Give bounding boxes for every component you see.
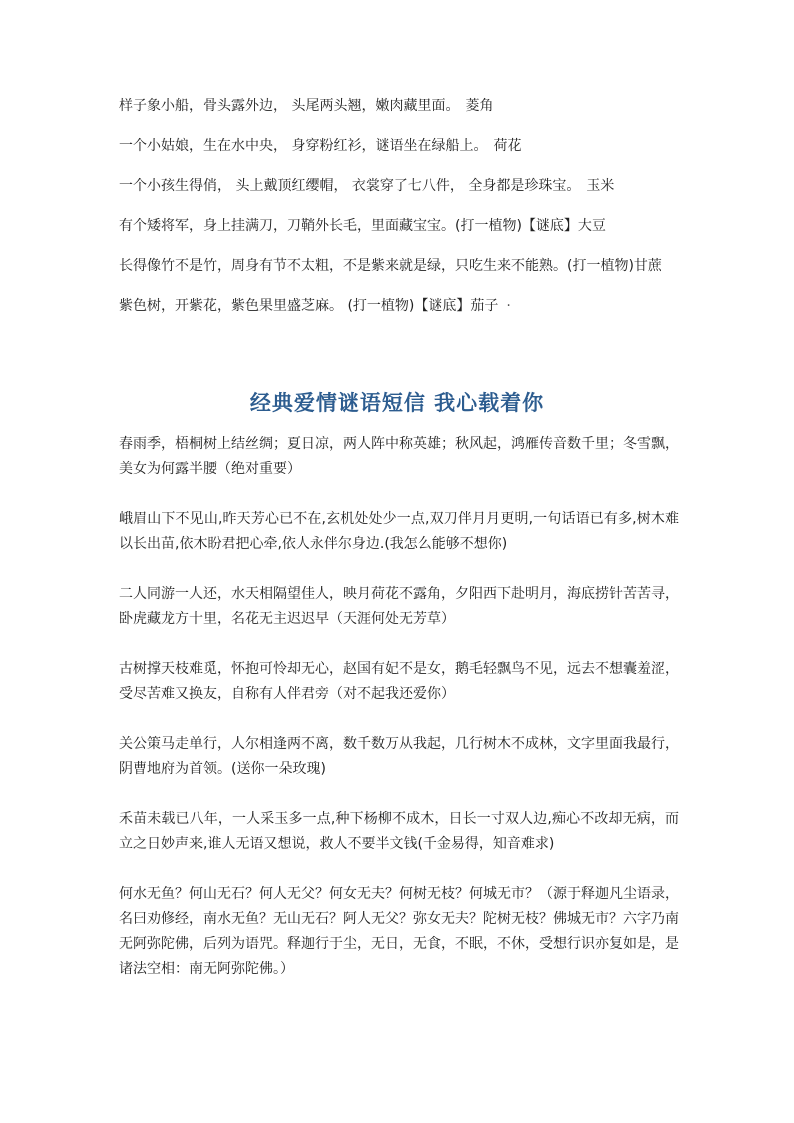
riddle-line: 一个小姑娘，生在水中央， 身穿粉红衫，谜语坐在绿船上。 荷花 bbox=[119, 138, 522, 154]
riddle-line: 有个矮将军，身上挂满刀，刀鞘外长毛，里面藏宝宝。(打一植物)【谜底】大豆 bbox=[119, 218, 606, 234]
riddle-line: 一个小孩生得俏， 头上戴顶红缨帽， 衣裳穿了七八件， 全身都是珍珠宝。 玉米 bbox=[119, 178, 615, 194]
love-riddle-list bbox=[119, 432, 679, 1007]
riddle-answer: 荷花 bbox=[493, 138, 522, 154]
love-riddle-paragraph: 二人同游一人还，水天相隔望佳人，映月荷花不露角，夕阳西下赴明月，海底捞针苦苦寻，卧虎藏龙方十里，名花无主迟迟早（天涯何处无芳草） bbox=[119, 586, 679, 627]
riddle-answer: 玉米 bbox=[586, 178, 615, 194]
trailing-mark: · bbox=[506, 298, 511, 314]
riddle-line: 紫色树，开紫花，紫色果里盛芝麻。 (打一植物)【谜底】茄子 · bbox=[119, 298, 511, 314]
love-riddle-paragraph: 何水无鱼？何山无石？何人无父？何女无夫？何树无枝？何城无市？（源于释迦凡尘语录，名曰劝修经，南水无鱼？无山无石？阿人无父？弥女无夫？陀树无枝？佛城无市？六字乃南无阿弥陀佛，后列为语咒。释迦行于尘，无日，无食，不眠，不休，受想行识亦复如是，是诸法空相：南无阿弥陀佛。） bbox=[119, 886, 679, 977]
love-riddle-paragraph: 春雨季，梧桐树上结丝绸；夏日凉，两人阵中称英雄；秋风起，鸿雁传音数千里；冬雪飘，美女为何露半腰（绝对重要） bbox=[119, 436, 679, 477]
plant-riddle-list bbox=[119, 96, 719, 336]
love-riddle-paragraph: 禾苗未载已八年，一人采玉多一点,种下杨柳不成木，日长一寸双人边,痴心不改却无病，而立之日妙声来,谁人无语又想说，救人不要半文钱(千金易得，知音难求) bbox=[119, 811, 679, 852]
section-title: 经典爱情谜语短信 我心载着你 bbox=[249, 390, 545, 416]
riddle-line: 样子象小船，骨头露外边， 头尾两头翘，嫩肉藏里面。 菱角 bbox=[119, 98, 494, 114]
love-riddle-paragraph: 关公策马走单行，人尔相逢两不离，数千数万从我起，几行树木不成林，文字里面我最行，阴曹地府为首领。(送你一朵玫瑰) bbox=[119, 736, 679, 777]
riddle-line: 长得像竹不是竹，周身有节不太粗，不是紫来就是绿，只吃生来不能熟。(打一植物)甘蔗 bbox=[119, 258, 662, 274]
love-riddle-paragraph: 峨眉山下不见山,昨天芳心已不在,玄机处处少一点,双刀伴月月更明,一句话语已有多,树木难以长出苗,依木盼君把心牵,依人永伴尔身边.(我怎么能够不想你) bbox=[119, 511, 679, 552]
love-riddle-paragraph: 古树撑天枝难觅，怀抱可怜却无心，赵国有妃不是女，鹅毛轻飘鸟不见，远去不想囊羞涩，受尽苦难又换友，自称有人伴君旁（对不起我还爱你） bbox=[119, 661, 679, 702]
riddle-answer: 菱角 bbox=[465, 98, 494, 114]
